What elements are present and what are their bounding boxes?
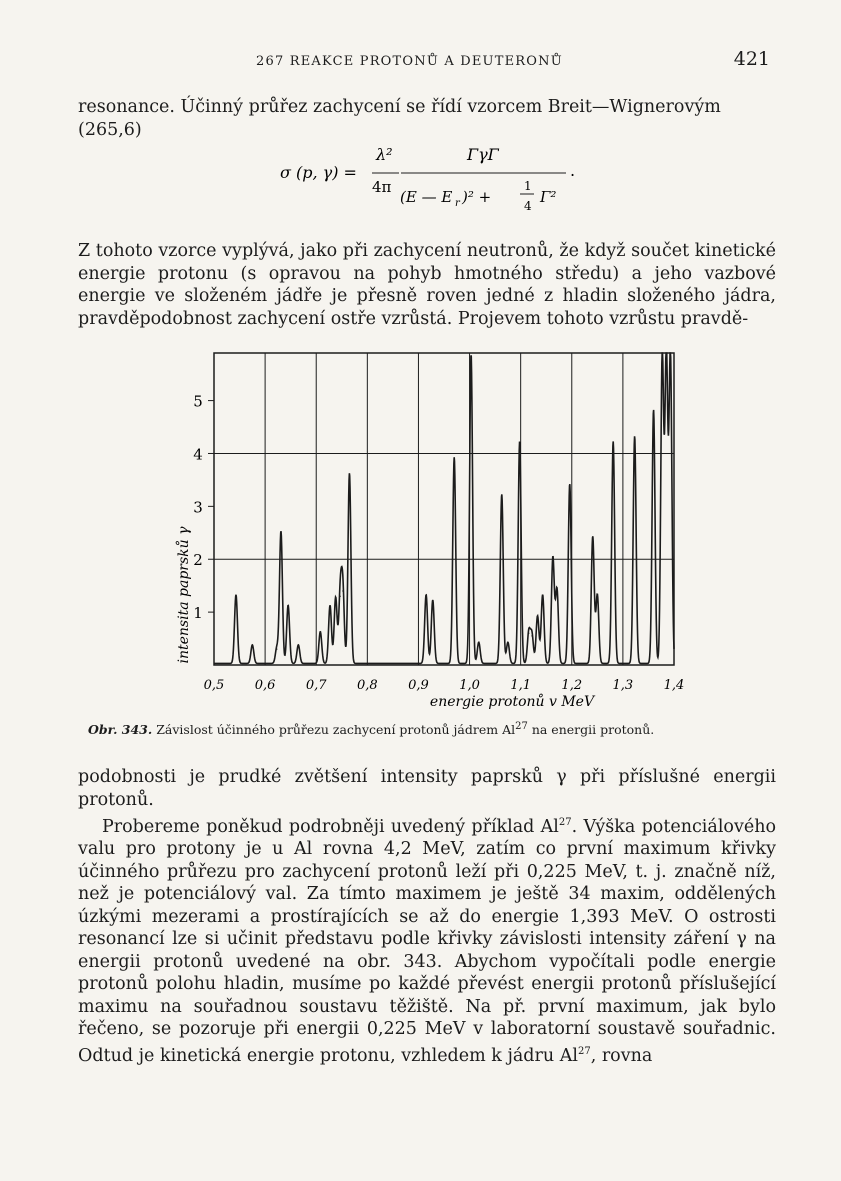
x-tick-label: 0,7 (305, 678, 327, 693)
y-tick-label: 5 (193, 392, 203, 411)
equation-label: (265,6) (78, 119, 142, 140)
running-title: 267 REAKCE PROTONŮ A DEUTERONŮ (256, 54, 563, 69)
y-tick-label: 2 (193, 551, 203, 570)
formula-quarter-den: 4 (524, 199, 532, 213)
peak-point (432, 601, 433, 602)
peak-point (507, 643, 508, 644)
x-tick-label: 1,1 (510, 678, 532, 693)
peak-point (556, 590, 557, 591)
x-tick-label: 0,8 (356, 678, 378, 693)
peak-point (531, 635, 532, 636)
paragraph-3 (78, 812, 776, 1067)
formula-den-a: (E — E (400, 188, 453, 206)
peak-point (592, 537, 593, 538)
p3-sup: 27 (558, 817, 572, 828)
peak-point (235, 596, 236, 597)
caption-label: Obr. 343. (88, 722, 153, 738)
peak-point (340, 596, 341, 597)
peak-point (298, 646, 299, 647)
x-tick-label: 0,5 (203, 678, 225, 693)
peak-point (329, 606, 330, 607)
breit-wigner-formula (0, 138, 841, 218)
x-axis-label: energie protonů v MeV (429, 694, 595, 710)
peak-point (662, 355, 663, 356)
formula-den-sub: r (455, 198, 460, 209)
formula-den-b: )² + (462, 188, 492, 206)
peak-point (634, 437, 635, 438)
x-tick-label: 1,2 (561, 678, 583, 693)
y-axis-label: intensita paprsků γ (176, 526, 192, 664)
peak-point (613, 442, 614, 443)
peak-point (288, 606, 289, 607)
caption-sup: 27 (515, 721, 528, 732)
p3-end: , rovna (590, 1045, 653, 1066)
peak-point (454, 458, 455, 459)
peak-point (519, 442, 520, 443)
y-tick-label: 4 (193, 445, 203, 464)
formula-gamma-num: ΓγΓ (467, 145, 499, 164)
peak-point (569, 485, 570, 486)
figure-caption (88, 721, 778, 737)
intro-text: resonance. Účinný průřez zachycení se řídí vzorcem Breit—Wignerovým (78, 97, 721, 117)
peak-point (349, 474, 350, 475)
x-tick-label: 0,6 (254, 678, 276, 693)
intro-line (78, 96, 776, 141)
formula-lambda: λ² (376, 145, 393, 164)
p3-mid: . Výška potenciálového valu pro protony je u Al rovna 4,2 MeV, zatím co první maximum křivky účinného průřezu pro zachycení protonů leží při 0,225 MeV, t. j. značně níž, než je potenciálový val. Za tímto maximem je ještě 34 maxim, oddělených úzkými mezerami a prostírajících se až do energie 1,393 MeV. O ostrosti resonancí lze si učinit představu podle křivky závislosti intensity záření γ na energii protonů uvedené na obr. 343. Abychom vypočítali podle energie protonů polohu hladin, musíme po každé převést energii protonů příslušející maximu na souřadnou soustavu těžiště. Na př. první maximum, jak bylo řečeno, se pozoruje při energii 0,225 MeV v laboratorní soustavě souřadnic. Odtud je kinetická energie protonu, vzhledem k jádru Al (78, 816, 777, 1066)
y-tick-label: 3 (193, 498, 203, 517)
formula-end: . (570, 161, 576, 180)
peak-point (528, 633, 529, 634)
peak-point (666, 355, 667, 356)
peak-point (478, 643, 479, 644)
peak-point (537, 617, 538, 618)
peak-point (280, 532, 281, 533)
peak-point (597, 596, 598, 597)
x-tick-label: 1,0 (459, 678, 480, 693)
paragraph-2: podobnosti je prudké zvětšení intensity paprsků γ při příslušné energii protonů. (78, 767, 776, 810)
peak-point (670, 355, 671, 356)
peak-point (320, 633, 321, 634)
x-tick-label: 0,9 (408, 678, 429, 693)
axis-ticks (193, 393, 684, 693)
p3-sup2: 27 (577, 1045, 591, 1057)
formula-quarter-num: 1 (524, 179, 532, 193)
formula-4pi: 4π (372, 178, 392, 196)
formula-gamma-sq: Γ² (540, 188, 557, 206)
peak-point (276, 649, 277, 650)
gamma-intensity-chart (160, 340, 700, 715)
page-header (78, 48, 770, 74)
peak-point (335, 598, 336, 599)
x-tick-label: 1,3 (612, 678, 634, 693)
peak-point (342, 590, 343, 591)
peak-point (252, 646, 253, 647)
caption-text: Závislost účinného průřezu zachycení protonů jádrem Al (156, 722, 516, 738)
paragraph-1: Z tohoto vzorce vyplývá, jako při zachycení neutronů, že když součet kinetické energie protonu (s opravou na pohyb hmotného středu) a jeho vazbové energie ve složeném jádře je přesně roven jedné z hladin složeného jádra, pravděpodobnost zachycení ostře vzrůstá. Projevem tohoto vzrůstu pravdě- (78, 241, 776, 329)
y-tick-label: 1 (193, 604, 203, 623)
formula-lhs: σ (p, γ) = (280, 163, 357, 182)
peak-point (653, 411, 654, 412)
spectrum-curve (214, 353, 674, 663)
peak-point (426, 596, 427, 597)
page-number: 421 (733, 48, 770, 70)
p3-pre: Probereme poněkud podrobněji uvedený příklad Al (102, 816, 559, 837)
x-tick-label: 1,4 (663, 678, 685, 693)
peak-point (501, 495, 502, 496)
peak-point (470, 355, 471, 356)
peak-point (552, 559, 553, 560)
peak-point (542, 596, 543, 597)
caption-text-end: na energii protonů. (531, 722, 655, 738)
